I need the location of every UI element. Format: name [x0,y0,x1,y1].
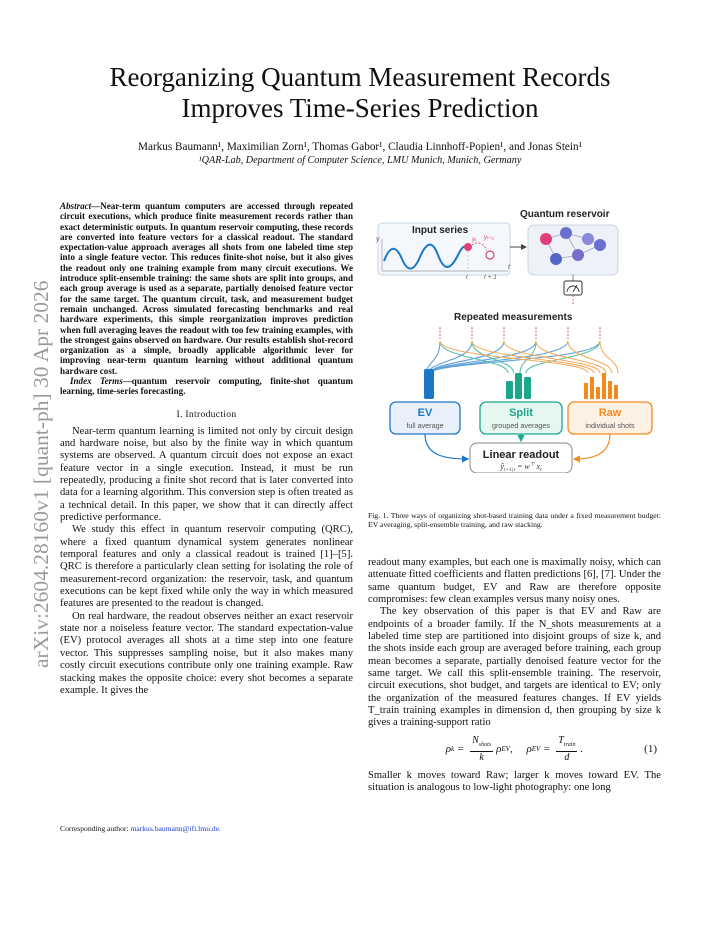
split-bar [506,381,513,399]
paragraph: We study this effect in quantum reservoir computing (QRC), where a fixed quantum dynamical system generates nonlinear temporal features and only a classical readout is trained [1]–[5]. QRC is therefore a particularly clean setting for isolating the role of measurement-record organization: the reservoir, task, and quantum executions can be kept fixed while only the way in which measured features are presented to the readout is changed. [60,524,353,610]
paragraph: readout many examples, but each one is maximally noisy, which can attenuate fitted coefficients and flatten predictions [6], [7]. Under the same quantum budget, EV and Raw are therefore opposite compromises: few clean examples versus many noisy ones. [368,557,661,606]
paragraph: On real hardware, the readout observes neither an exact reservoir state nor a noiseless feature vector. The standard expectation-value (EV) protocol averages all shots at a time step into one feature vector. This suppresses sampling noise, but it also makes many costly circuit executions contribute only one training example. Raw stacking makes the opposite choice: every shot becomes a separate example. It gives the [60,610,353,696]
right-column [368,557,661,794]
figure-1 [368,201,660,473]
split-subtitle: grouped averages [492,421,550,430]
figure-caption: Fig. 1. Three ways of organizing shot-based training data under a fixed measurement budget: EV averaging, split-ensemble training, and raw stacking. [368,511,661,530]
left-column [60,201,353,697]
flow-curves [426,341,618,373]
paragraph: Smaller k moves toward Raw; larger k moves toward EV. The situation is analogous to low-light photography: one long [368,769,661,793]
abstract [60,201,353,376]
split-bar [515,373,522,399]
split-title: Split [509,407,533,419]
paragraph: Near-term quantum learning is limited not only by circuit design and hardware noise, but also by the finite way in which quantum systems are observed. A quantum circuit does not expose an exact feature vector in a single execution. Instead, it must be run repeatedly, producing a finite shot record that is later converted into data for a learning algorithm. This conversion step is often treated as a technical detail. In this paper, we show that it can directly affect predictive performance. [60,425,353,524]
raw-bar [608,381,612,399]
t1-tick: t + 1 [484,274,497,281]
qubit [582,233,594,245]
qubit [560,227,572,239]
ev-title: EV [417,407,433,419]
footnote [60,824,353,833]
raw-subtitle: individual shots [585,421,635,430]
qubit [594,239,606,251]
raw-bar [590,377,594,399]
split-bar [524,377,531,399]
raw-bar [614,385,618,399]
ev-bar [424,369,434,399]
qubit [540,233,552,245]
author-email-link[interactable]: markus.baumann@ifi.lmu.de. [130,824,221,833]
title-line-2: Improves Time-Series Prediction [181,93,539,123]
x-axis-label: t [508,264,510,271]
raw-bar [602,373,606,399]
yt1-label: yₜ₊₁ [484,235,494,241]
index-terms-text: —quantum reservoir computing, finite-shot quantum learning, time-series forecasting. [60,376,353,397]
paragraph: The key observation of this paper is that EV and Raw are endpoints of a broader family. If the N_shots measurements at a labeled time step are partitioned into disjoint groups of size k, and the shots inside each group are averaged before training, each group mean becomes a separate, partially denoised feature vector for the same target. We call this split-ensemble training. The reservoir, circuit executions, shot budget, and targets are identical to EV; only the organization of the measured features changes. If EV yields T_train training examples in dimension d, then grouping by size k gives a training-support ratio [368,606,661,729]
reservoir-panel [528,225,618,275]
author-list: Markus Baumann¹, Maximilian Zorn¹, Thomas Gabor¹, Claudia Linnhoff-Popien¹, and Jonas Stein¹ [138,141,582,153]
repeated-measurements-label: Repeated measurements [454,312,573,323]
index-terms [60,376,353,397]
yt-label: yₜ [472,237,477,243]
readout-formula: $ŷ_{t+1|t} = w^⊤$ $x_t$ [500,462,542,473]
raw-title: Raw [598,407,622,419]
ev-to-readout-arrow [425,434,468,459]
equation-number: (1) [644,743,657,756]
readout-title: Linear readout [482,449,560,461]
yt-point [464,243,472,251]
intro-body [60,426,353,698]
raw-to-readout-arrow [574,434,610,459]
t-tick: t [466,274,468,281]
input-series-label: Input series [412,225,469,236]
y-axis-label: y [376,236,380,243]
abstract-label: Abstract [60,201,92,211]
arxiv-stamp-text: arXiv:2604.28160v1 [quant-ph] 30 Apr 2026 [29,280,53,668]
ev-subtitle: full average [406,421,444,430]
abstract-text: —Near-term quantum computers are accessed through repeated circuit executions, which produce finite measurement records rather than exact deterministic outputs. In quantum reservoir computing, these records are converted into feature vectors for a classical readout. The standard expectation-value approach averages all shots from one labeled time step into a single feature vector. This reduces finite-shot noise, but it also gives the readout only one training example from many circuit executions. We introduce split-ensemble training: the same shots are split into groups, and each group average is used as a separate, partially denoised feature vector for the same target. The quantum circuit, task, and measurement budget remain unchanged. Across simulated forecasting benchmarks and real hardware experiments, this simple reorganization improves prediction when full averaging leaves the readout with too few training examples, with the strongest gains observed on hardware. Our results establish shot-record organization as a simple, broadly applicable algorithmic lever for improving near-term quantum learning without additional quantum hardware cost. [60,201,353,376]
footnote-label: Corresponding author: [60,824,131,833]
index-terms-label: Index Terms [70,376,123,387]
shot-arrows [440,327,600,339]
equation-1: ρ k = $\frac{N_{shots}}{k}$ ρ EV , ρ EV = $\frac{T_{train}}{d}$ . (1) [445,734,657,764]
raw-bar [584,383,588,399]
paper-title [60,62,660,124]
title-line-1: Reorganizing Quantum Measurement Records [109,62,611,92]
qubit [572,249,584,261]
affiliation: ¹QAR-Lab, Department of Computer Science, LMU Munich, Munich, Germany [198,155,522,166]
meter-icon [564,281,582,295]
raw-bar [596,387,600,399]
arxiv-stamp [4,250,64,670]
quantum-reservoir-label: Quantum reservoir [520,209,610,220]
section-heading: I. Introduction [176,408,237,420]
qubit [550,253,562,265]
